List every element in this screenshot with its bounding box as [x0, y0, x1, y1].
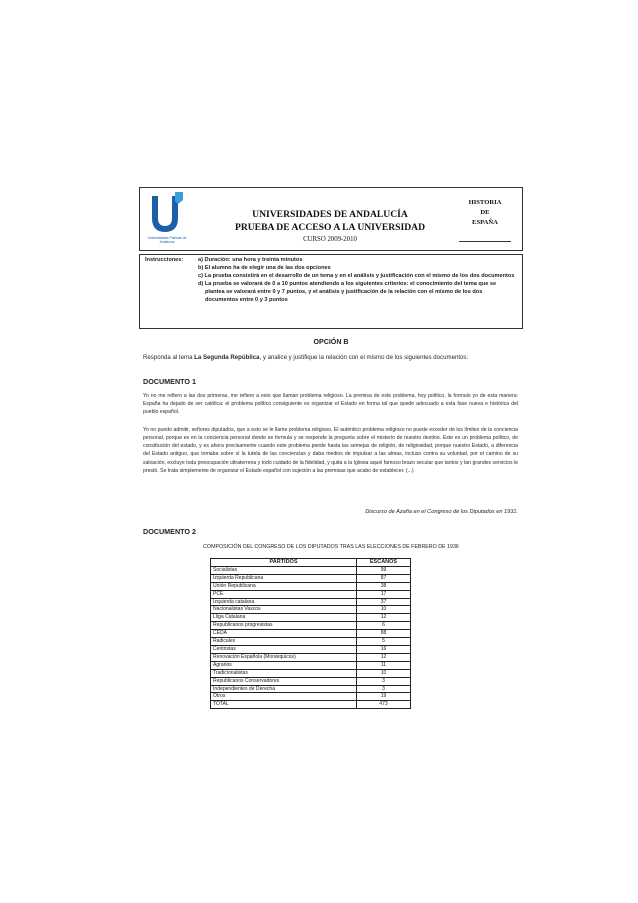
seats-cell: 5	[357, 638, 411, 646]
results-table	[210, 558, 411, 709]
party-cell: Agrarios	[211, 661, 357, 669]
table-row	[211, 677, 411, 685]
title-exam: PRUEBA DE ACCESO A LA UNIVERSIDAD	[234, 222, 426, 233]
party-cell: CEDA	[211, 630, 357, 638]
table-row	[211, 566, 411, 574]
table-title: COMPOSICIÓN DEL CONGRESO DE LOS DIPUTADOS TRAS LAS ELECCIONES DE FEBRERO DE 1936	[203, 544, 459, 550]
table-row	[211, 598, 411, 606]
party-cell: Izquierda Republicana	[211, 574, 357, 582]
party-cell: Radicales	[211, 638, 357, 646]
seats-cell: 3	[357, 677, 411, 685]
subject-underline	[459, 241, 511, 242]
prompt-text	[143, 354, 518, 362]
seats-cell: 10	[357, 606, 411, 614]
subject-line-3: ESPAÑA	[472, 219, 498, 227]
course-year: CURSO 2009-2010	[303, 236, 357, 243]
prompt-topic: La Segunda República	[194, 354, 260, 361]
party-cell: Lliga Catalana	[211, 614, 357, 622]
party-cell: Socialistas	[211, 566, 357, 574]
seats-cell: 38	[357, 582, 411, 590]
table-row	[211, 606, 411, 614]
seats-cell: 99	[357, 566, 411, 574]
party-cell: Centristas	[211, 645, 357, 653]
seats-cell: 473	[357, 701, 411, 709]
instructions-label: Instrucciones:	[145, 257, 184, 263]
document-1-paragraph-2: Yo no puedo admitir, señores diputados, que a esto se le llame problema religioso. El auténtico problema religioso no puede exceder de los límites de la conciencia personal, porque es en la conciencia personal donde se formula y se responde la pregunta sobre el misterio de nuestro destino. Este es un problema político, de constitución del estado, y es ahora precisamente cuando este problema pierde hasta las semejas de religión, de religiosidad, porque nuestro Estado, a diferencia del Estado antiguo, que tomaba sobre sí la tutela de las conciencias y daba medios de impulsar a las almas, incluso contra su voluntad, por el camino de su salvación, excluye toda preocupación ultraterrena y todo cuidado de la fidelidad, y quita a la Iglesia aquel famoso brazo secular que tantos y tan grandes servicios le prestó. Se trata simplemente de organizar el Estado español con sujeción a las premisas que acabo de establecer. (...)	[143, 427, 518, 474]
seats-cell: 88	[357, 630, 411, 638]
party-cell: TOTAL	[211, 701, 357, 709]
instructions-list	[198, 256, 516, 305]
table-row	[211, 590, 411, 598]
document-2-heading: DOCUMENTO 2	[143, 527, 196, 536]
seats-cell: 87	[357, 574, 411, 582]
party-cell: PCE	[211, 590, 357, 598]
table-row	[211, 653, 411, 661]
table-row	[211, 614, 411, 622]
table-row	[211, 630, 411, 638]
table-row	[211, 661, 411, 669]
seats-cell: 19	[357, 693, 411, 701]
party-cell: Nacionalistas Vascos	[211, 606, 357, 614]
party-cell: Izquierda catalana	[211, 598, 357, 606]
document-1-paragraph-1: Yo no me refiero a las dos primeras, me refiero a esto que llaman problema religioso. La premisa de este problema, hoy político, la formulo yo de esta manera: España ha dejado de ser católica: el problema político consiguiente es organizar el Estado en forma tal que quede adecuado a esta fase nueva e histórica del pueblo español.	[143, 393, 518, 416]
party-cell: Independientes de Derecha	[211, 685, 357, 693]
party-cell: Renovación Española (Monárquicos)	[211, 653, 357, 661]
seats-cell: 11	[357, 661, 411, 669]
seats-cell: 12	[357, 653, 411, 661]
table-header-row	[211, 559, 411, 567]
table-row	[211, 622, 411, 630]
table-row	[211, 638, 411, 646]
column-header-party: PARTIDOS	[211, 559, 357, 567]
party-cell: Tradicionalistas	[211, 669, 357, 677]
option-title: OPCIÓN B	[313, 338, 349, 346]
seats-cell: 6	[357, 622, 411, 630]
seats-cell: 10	[357, 669, 411, 677]
party-cell: Otros	[211, 693, 357, 701]
document-1-citation: Discurso de Azaña en el Congreso de los Diputados en 1931.	[365, 509, 518, 515]
prompt-before: Responda al tema	[143, 354, 195, 361]
party-cell: Republicanos Conservadores	[211, 677, 357, 685]
subject-line-1: HISTORIA	[468, 199, 502, 206]
university-logo-icon	[148, 192, 186, 238]
instruction-item: c) La prueba consistirá en el desarrollo de un tema y en el análisis y justificación con el mismo de los dos documentos	[198, 273, 515, 280]
table-row	[211, 685, 411, 693]
subject-line-2: DE	[480, 209, 490, 217]
subject-label	[440, 198, 530, 229]
instruction-item: a) Duración: una hora y treinta minutos	[198, 257, 303, 263]
seats-cell: 12	[357, 614, 411, 622]
instructions-box	[139, 254, 523, 329]
title-universities: UNIVERSIDADES DE ANDALUCÍA	[252, 209, 408, 220]
table-row	[211, 574, 411, 582]
logo-caption: Universidades Públicas de Andalucía	[147, 236, 187, 244]
party-cell: Republicanos progresistas	[211, 622, 357, 630]
prompt-after: , y analice y justifique la relación con el mismo de los siguientes documentos:	[259, 354, 469, 361]
seats-cell: 17	[357, 590, 411, 598]
seats-cell: 37	[357, 598, 411, 606]
seats-cell: 16	[357, 645, 411, 653]
table-row-total	[211, 701, 411, 709]
column-header-seats: ESCAÑOS	[357, 559, 411, 567]
table-row	[211, 693, 411, 701]
party-cell: Unión Republicana	[211, 582, 357, 590]
table-row	[211, 582, 411, 590]
seats-cell: 3	[357, 685, 411, 693]
exam-header	[139, 187, 523, 251]
instruction-item: b) El alumno ha de elegir una de las dos opciones	[198, 265, 331, 272]
table-row	[211, 669, 411, 677]
table-row	[211, 645, 411, 653]
document-1-heading: DOCUMENTO 1	[143, 377, 196, 386]
instruction-item: d) La prueba se valorará de 0 a 10 puntos atendiendo a los siguientes criterios: el conocimiento del tema que se plantea se valorará entre 0 y 7 puntos, y el análisis y justificación de la relación con el mismo de los dos documentos entre 0 y 3 puntos	[198, 281, 497, 304]
